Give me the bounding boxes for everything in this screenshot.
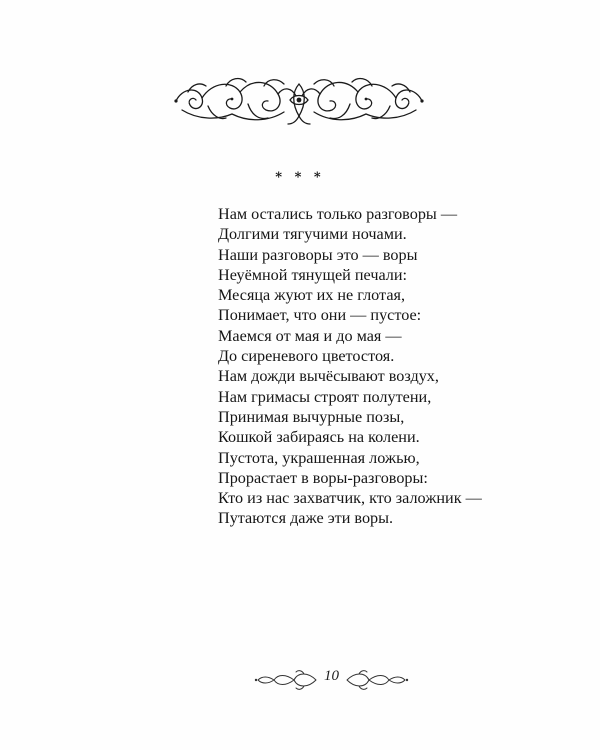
poem-line: Маемся от мая и до мая — — [218, 326, 402, 345]
poem-line: Прорастает в воры-разговоры: — [218, 468, 428, 487]
poem-line: Принимая вычурные позы, — [218, 407, 405, 426]
poem-line: Наши разговоры это — воры — [218, 245, 418, 264]
poem-line: Кто из нас захватчик, кто заложник — — [218, 489, 482, 508]
poem-text — [218, 204, 482, 529]
poem-line: Пустота, украшенная ложью, — [218, 448, 420, 467]
poem-line: Понимает, что они — пустое: — [218, 306, 422, 325]
poem-line: Кошкой забираясь на колени. — [218, 428, 420, 447]
scroll-ornament-icon — [168, 70, 430, 132]
floral-flourish-left-icon — [254, 668, 318, 692]
poem-line: Месяца жуют их не глотая, — [218, 286, 405, 305]
poem-line: Нам дожди вычёсывают воздух, — [218, 367, 439, 386]
poem-line: Неуёмной тянущей печали: — [218, 265, 408, 284]
page-number: 10 — [324, 668, 339, 684]
section-separator: * * * — [275, 170, 325, 185]
poem-line: До сиреневого цветостоя. — [218, 347, 395, 366]
poem-line: Долгими тягучими ночами. — [218, 225, 407, 244]
poem-line: Нам остались только разговоры — — [218, 205, 458, 223]
page-footer — [0, 664, 600, 694]
floral-flourish-right-icon — [345, 668, 409, 692]
poem-line: Путаются даже эти воры. — [218, 509, 394, 528]
poem-line: Нам гримасы строят полутени, — [218, 387, 432, 406]
